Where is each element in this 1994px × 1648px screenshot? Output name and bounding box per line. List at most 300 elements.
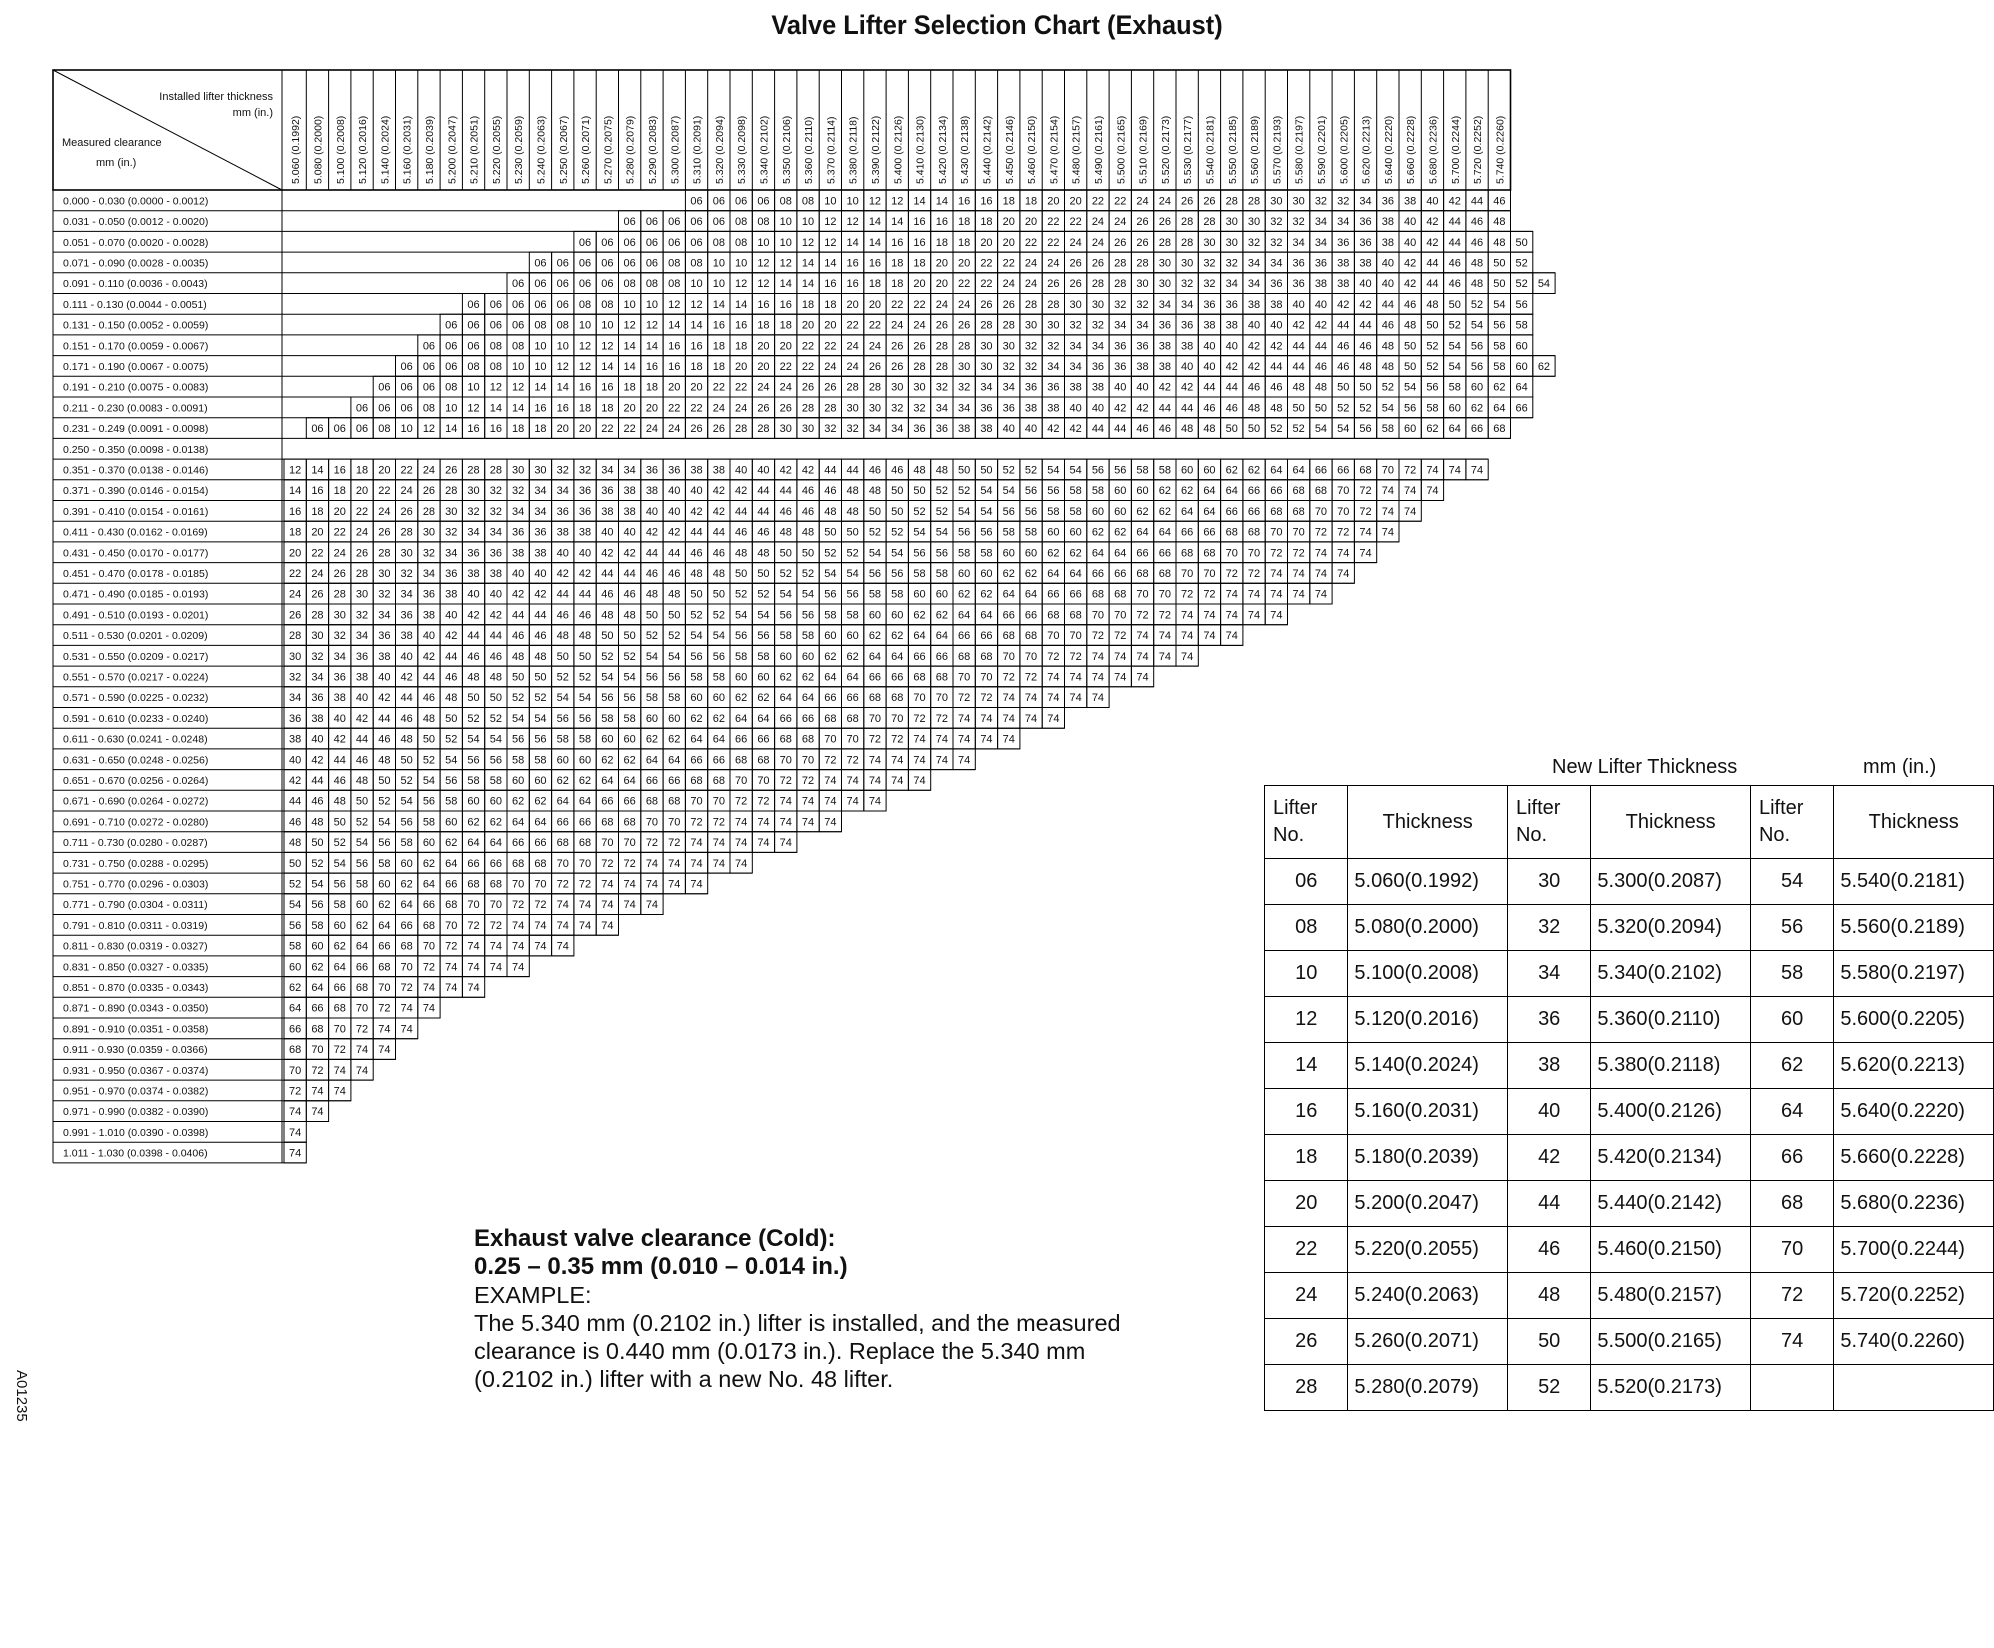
selection-value: 50 [400, 754, 413, 767]
selection-value: 30 [1136, 278, 1149, 291]
selection-value: 20 [801, 319, 815, 332]
new-lifter-row [1265, 859, 1994, 905]
selection-value: 32 [578, 464, 592, 477]
selection-value: 30 [846, 402, 859, 415]
selection-value: 30 [868, 402, 882, 415]
selection-value: 14 [601, 360, 614, 373]
selection-value: 60 [1470, 381, 1484, 394]
lifter-thickness: 5.240(0.2063) [1348, 1273, 1508, 1319]
selection-value: 06 [512, 298, 525, 311]
selection-value: 54 [757, 609, 770, 622]
selection-value: 74 [1181, 650, 1194, 663]
lifter-number: 64 [1750, 1089, 1833, 1135]
selection-value: 20 [846, 298, 859, 311]
selection-value: 70 [1381, 464, 1394, 477]
selection-value: 54 [779, 588, 792, 601]
selection-value: 34 [1359, 195, 1372, 208]
selection-value: 08 [445, 381, 458, 394]
selection-value: 66 [467, 857, 480, 870]
selection-value: 08 [735, 216, 748, 229]
selection-value: 44 [824, 464, 837, 477]
selection-value: 74 [467, 961, 480, 974]
selection-value: 26 [757, 402, 770, 415]
selection-value: 46 [801, 485, 815, 498]
selection-value: 26 [400, 505, 413, 518]
selection-value: 56 [333, 878, 346, 891]
row-label: 0.091 - 0.110 (0.0036 - 0.0043) [63, 278, 208, 291]
selection-value: 24 [645, 423, 659, 436]
selection-value: 12 [578, 340, 592, 353]
selection-value: 44 [735, 505, 748, 518]
selection-value: 64 [712, 733, 725, 746]
lifter-number: 22 [1265, 1227, 1348, 1273]
lifter-thickness: 5.620(0.2213) [1834, 1043, 1994, 1089]
selection-value: 56 [980, 526, 993, 539]
column-header: 5.540 (0.2181) [1204, 115, 1217, 184]
selection-value: 58 [1448, 381, 1461, 394]
selection-value: 50 [779, 547, 792, 560]
selection-value: 16 [556, 402, 569, 415]
selection-value: 62 [601, 754, 614, 767]
selection-value: 24 [668, 423, 681, 436]
selection-value: 40 [289, 754, 302, 767]
selection-value: 74 [690, 837, 703, 850]
selection-value: 24 [355, 526, 369, 539]
selection-value: 62 [534, 795, 547, 808]
selection-value: 14 [289, 485, 302, 498]
selection-value: 56 [1114, 464, 1127, 477]
selection-value: 38 [1381, 236, 1394, 249]
selection-value: 34 [1136, 319, 1149, 332]
selection-value: 46 [824, 485, 837, 498]
selection-value: 06 [623, 236, 636, 249]
selection-value: 06 [355, 423, 369, 436]
selection-value: 56 [1047, 485, 1060, 498]
column-header: 5.400 (0.2126) [892, 115, 905, 184]
selection-value: 66 [1047, 588, 1060, 601]
new-lifter-rows [1265, 859, 1994, 1411]
selection-value: 22 [801, 360, 815, 373]
selection-value: 38 [1181, 340, 1194, 353]
selection-value: 50 [1225, 423, 1238, 436]
selection-value: 56 [712, 650, 725, 663]
selection-value: 74 [1091, 671, 1105, 684]
selection-value: 34 [1225, 278, 1238, 291]
selection-value: 24 [891, 319, 904, 332]
selection-value: 60 [712, 692, 725, 705]
selection-value: 26 [690, 423, 703, 436]
selection-value: 54 [846, 567, 859, 580]
selection-value: 30 [1225, 216, 1238, 229]
selection-value: 30 [1181, 257, 1194, 270]
selection-value: 38 [311, 712, 324, 725]
selection-value: 74 [400, 1002, 413, 1015]
selection-value: 24 [779, 381, 792, 394]
selection-value: 62 [801, 671, 815, 684]
selection-value: 34 [868, 423, 882, 436]
selection-value: 46 [1470, 216, 1484, 229]
selection-value: 32 [913, 402, 926, 415]
selection-value: 74 [1091, 692, 1105, 705]
selection-value: 12 [868, 195, 882, 208]
lifter-number: 58 [1750, 951, 1833, 997]
lifter-number [1750, 1365, 1833, 1411]
selection-value: 30 [958, 360, 971, 373]
selection-value: 52 [1426, 340, 1439, 353]
selection-value: 56 [1024, 505, 1038, 518]
selection-value: 38 [489, 567, 502, 580]
selection-value: 54 [1314, 423, 1328, 436]
selection-value: 36 [1181, 319, 1194, 332]
selection-value: 38 [1404, 195, 1417, 208]
selection-value: 28 [1114, 257, 1127, 270]
selection-value: 36 [1292, 278, 1305, 291]
selection-value: 34 [958, 402, 971, 415]
selection-value: 70 [913, 692, 926, 705]
column-header: 5.680 (0.2236) [1427, 115, 1440, 184]
selection-value: 22 [824, 340, 837, 353]
column-header: 5.140 (0.2024) [379, 115, 392, 184]
selection-value: 74 [1292, 588, 1305, 601]
selection-value: 66 [378, 940, 391, 953]
column-header: 5.570 (0.2193) [1271, 115, 1284, 184]
selection-value: 08 [668, 278, 681, 291]
selection-value: 74 [289, 1106, 302, 1119]
selection-value: 12 [846, 216, 859, 229]
selection-value: 36 [289, 712, 302, 725]
selection-value: 24 [1091, 216, 1105, 229]
selection-value: 38 [378, 650, 391, 663]
selection-value: 68 [1069, 609, 1082, 622]
selection-value: 74 [913, 733, 926, 746]
selection-value: 36 [1114, 340, 1127, 353]
column-header: 5.210 (0.2051) [468, 115, 481, 184]
selection-value: 68 [913, 671, 926, 684]
selection-value: 54 [868, 547, 882, 560]
selection-value: 70 [1047, 630, 1060, 643]
selection-value: 26 [958, 319, 971, 332]
selection-value: 54 [601, 671, 614, 684]
selection-value: 28 [935, 340, 948, 353]
selection-value: 46 [757, 526, 770, 539]
selection-value: 66 [311, 1002, 324, 1015]
selection-value: 62 [735, 692, 748, 705]
selection-value: 68 [445, 899, 458, 912]
selection-value: 56 [400, 816, 413, 829]
selection-value: 24 [1091, 236, 1105, 249]
selection-value: 44 [1359, 319, 1372, 332]
selection-value: 16 [757, 298, 770, 311]
selection-value: 38 [1337, 278, 1350, 291]
selection-value: 74 [512, 940, 525, 953]
lifter-thickness: 5.300(0.2087) [1591, 859, 1751, 905]
selection-value: 22 [913, 298, 926, 311]
selection-value: 30 [1091, 298, 1105, 311]
column-header: 5.600 (0.2205) [1338, 115, 1351, 184]
selection-value: 60 [578, 754, 592, 767]
lifter-thickness: 5.720(0.2252) [1834, 1273, 1994, 1319]
selection-value: 74 [1225, 609, 1238, 622]
selection-value: 54 [1404, 381, 1417, 394]
column-header: 5.360 (0.2110) [803, 116, 816, 184]
selection-value: 36 [512, 526, 525, 539]
selection-value: 36 [935, 423, 948, 436]
figure-code: A01235 [13, 1370, 30, 1422]
selection-value: 68 [355, 981, 369, 994]
selection-value: 74 [1114, 671, 1127, 684]
row-label: 0.451 - 0.470 (0.0178 - 0.0185) [63, 567, 209, 580]
selection-value: 48 [1181, 423, 1194, 436]
selection-value: 50 [1314, 402, 1328, 415]
selection-value: 22 [601, 423, 614, 436]
selection-value: 74 [1359, 547, 1372, 560]
selection-value: 52 [668, 630, 681, 643]
selection-value: 46 [868, 464, 882, 477]
selection-value: 70 [534, 878, 547, 891]
selection-value: 42 [1404, 278, 1417, 291]
selection-value: 14 [556, 381, 569, 394]
selection-value: 62 [645, 733, 659, 746]
selection-value: 52 [690, 609, 703, 622]
row-label: 0.351 - 0.370 (0.0138 - 0.0146) [63, 464, 209, 477]
selection-value: 60 [400, 857, 413, 870]
selection-value: 54 [891, 547, 904, 560]
selection-value: 54 [1537, 278, 1551, 291]
selection-value: 74 [1114, 650, 1127, 663]
row-label: 0.431 - 0.450 (0.0170 - 0.0177) [63, 547, 209, 560]
selection-value: 62 [512, 795, 525, 808]
selection-value: 38 [1381, 216, 1394, 229]
selection-value: 62 [1158, 485, 1171, 498]
selection-value: 52 [556, 671, 569, 684]
lifter-number: 66 [1750, 1135, 1833, 1181]
selection-value: 06 [422, 340, 436, 353]
selection-value: 50 [1247, 423, 1261, 436]
selection-value: 52 [1448, 319, 1461, 332]
selection-value: 68 [422, 919, 436, 932]
selection-value: 14 [668, 319, 681, 332]
selection-value: 50 [1493, 278, 1506, 291]
selection-value: 46 [1247, 381, 1261, 394]
selection-value: 26 [891, 340, 904, 353]
selection-value: 20 [355, 485, 369, 498]
selection-value: 44 [467, 630, 480, 643]
column-header: 5.430 (0.2138) [959, 115, 972, 184]
selection-value: 72 [1270, 547, 1283, 560]
selection-value: 56 [512, 733, 525, 746]
selection-value: 20 [779, 340, 792, 353]
selection-value: 60 [846, 630, 859, 643]
selection-value: 22 [690, 402, 703, 415]
selection-value: 64 [690, 733, 703, 746]
selection-value: 36 [1136, 340, 1149, 353]
selection-value: 74 [1381, 526, 1394, 539]
new-lifter-row [1265, 1273, 1994, 1319]
selection-value: 46 [1337, 360, 1350, 373]
selection-value: 72 [422, 961, 436, 974]
selection-value: 66 [1515, 402, 1528, 415]
selection-value: 56 [645, 671, 659, 684]
selection-value: 42 [1337, 298, 1350, 311]
selection-value: 68 [400, 940, 413, 953]
lifter-thickness: 5.360(0.2110) [1591, 997, 1751, 1043]
selection-value: 48 [1381, 340, 1394, 353]
selection-value: 20 [1069, 195, 1082, 208]
column-header: 5.370 (0.2114) [825, 116, 838, 184]
selection-value: 68 [1158, 567, 1171, 580]
selection-value: 68 [1024, 630, 1038, 643]
selection-value: 54 [1448, 360, 1461, 373]
selection-value: 58 [1515, 319, 1528, 332]
selection-value: 46 [289, 816, 302, 829]
selection-value: 60 [1047, 526, 1060, 539]
selection-value: 64 [1091, 547, 1105, 560]
selection-value: 06 [690, 216, 703, 229]
selection-value: 68 [668, 795, 681, 808]
selection-value: 60 [623, 733, 636, 746]
selection-value: 52 [378, 795, 391, 808]
selection-value: 16 [935, 216, 948, 229]
selection-value: 74 [289, 1126, 302, 1139]
selection-value: 66 [1024, 609, 1038, 622]
selection-value: 14 [868, 236, 882, 249]
selection-value: 12 [422, 423, 436, 436]
selection-value: 58 [400, 837, 413, 850]
selection-value: 46 [467, 650, 480, 663]
selection-value: 48 [333, 795, 346, 808]
selection-value: 50 [1337, 381, 1350, 394]
selection-value: 24 [757, 381, 770, 394]
selection-value: 70 [355, 1002, 369, 1015]
selection-value: 60 [935, 588, 948, 601]
selection-value: 46 [712, 547, 725, 560]
selection-value: 70 [445, 919, 458, 932]
selection-value: 40 [534, 567, 547, 580]
selection-value: 74 [913, 754, 926, 767]
selection-value: 20 [690, 381, 703, 394]
selection-value: 48 [868, 485, 882, 498]
selection-value: 28 [757, 423, 770, 436]
selection-value: 74 [311, 1085, 324, 1098]
selection-value: 62 [1069, 547, 1082, 560]
selection-value: 26 [311, 588, 324, 601]
selection-value: 64 [779, 692, 792, 705]
selection-value: 58 [556, 733, 569, 746]
row-label: 0.671 - 0.690 (0.0264 - 0.0272) [63, 795, 209, 808]
selection-value: 48 [735, 547, 748, 560]
selection-value: 30 [445, 505, 458, 518]
selection-value: 66 [1203, 526, 1216, 539]
selection-value: 40 [1426, 195, 1439, 208]
row-label: 0.391 - 0.410 (0.0154 - 0.0161) [63, 505, 209, 518]
selection-value: 62 [289, 981, 302, 994]
selection-value: 46 [422, 692, 436, 705]
note-example-line: The 5.340 mm (0.2102 in.) lifter is installed, and the measured [474, 1310, 1121, 1336]
selection-value: 58 [422, 816, 436, 829]
selection-value: 50 [913, 485, 926, 498]
selection-value: 30 [1158, 257, 1171, 270]
corner-diagonal [53, 70, 282, 190]
new-lifter-row [1265, 1227, 1994, 1273]
selection-value: 40 [1136, 381, 1149, 394]
selection-value: 74 [712, 857, 725, 870]
selection-value: 74 [690, 857, 703, 870]
selection-value: 74 [1047, 671, 1060, 684]
row-label: 0.411 - 0.430 (0.0162 - 0.0169) [63, 526, 208, 539]
selection-value: 38 [445, 588, 458, 601]
selection-value: 48 [1381, 360, 1394, 373]
selection-value: 58 [1158, 464, 1171, 477]
selection-value: 72 [1203, 588, 1216, 601]
lifter-number: 46 [1507, 1227, 1590, 1273]
selection-value: 26 [1181, 195, 1194, 208]
selection-value: 42 [534, 588, 547, 601]
selection-value: 44 [1448, 216, 1461, 229]
selection-value: 74 [378, 1044, 391, 1057]
lifter-thickness: 5.220(0.2055) [1348, 1227, 1508, 1273]
selection-value: 32 [1002, 360, 1015, 373]
selection-value: 66 [1091, 567, 1105, 580]
selection-value: 40 [1381, 257, 1394, 270]
column-header: 5.480 (0.2157) [1070, 115, 1083, 184]
selection-value: 40 [311, 733, 324, 746]
selection-value: 30 [400, 547, 413, 560]
selection-value: 28 [801, 402, 815, 415]
selection-value: 44 [1426, 257, 1439, 270]
lifter-number: 74 [1750, 1319, 1833, 1365]
selection-value: 48 [1203, 423, 1216, 436]
selection-value: 30 [512, 464, 525, 477]
selection-value: 70 [623, 837, 636, 850]
selection-value: 40 [645, 505, 659, 518]
selection-value: 58 [958, 547, 971, 560]
selection-value: 10 [712, 257, 725, 270]
selection-value: 38 [601, 505, 614, 518]
selection-value: 28 [422, 505, 436, 518]
selection-value: 42 [1426, 216, 1439, 229]
selection-value: 62 [1225, 464, 1238, 477]
selection-value: 26 [801, 381, 815, 394]
selection-value: 68 [512, 857, 525, 870]
selection-value: 58 [1024, 526, 1038, 539]
lifter-thickness: 5.520(0.2173) [1591, 1365, 1751, 1411]
selection-value: 14 [311, 464, 324, 477]
selection-value: 44 [1270, 360, 1283, 373]
selection-value: 54 [913, 526, 926, 539]
selection-value: 54 [824, 567, 837, 580]
selection-value: 48 [1493, 216, 1506, 229]
selection-value: 46 [1225, 402, 1238, 415]
selection-value: 42 [289, 774, 302, 787]
selection-value: 70 [1136, 588, 1149, 601]
selection-value: 60 [1091, 505, 1105, 518]
selection-value: 54 [1493, 298, 1506, 311]
selection-value: 64 [355, 940, 369, 953]
selection-value: 24 [378, 505, 391, 518]
selection-value: 56 [1024, 485, 1038, 498]
selection-value: 52 [489, 712, 502, 725]
selection-value: 66 [868, 671, 882, 684]
selection-value: 74 [1470, 464, 1484, 477]
selection-value: 06 [378, 381, 391, 394]
lifter-thickness: 5.400(0.2126) [1591, 1089, 1751, 1135]
selection-value: 16 [578, 381, 592, 394]
selection-value: 74 [1203, 609, 1216, 622]
selection-value: 70 [935, 692, 948, 705]
row-label: 0.771 - 0.790 (0.0304 - 0.0311) [63, 899, 208, 912]
selection-value: 48 [1270, 402, 1283, 415]
selection-value: 72 [1292, 547, 1305, 560]
